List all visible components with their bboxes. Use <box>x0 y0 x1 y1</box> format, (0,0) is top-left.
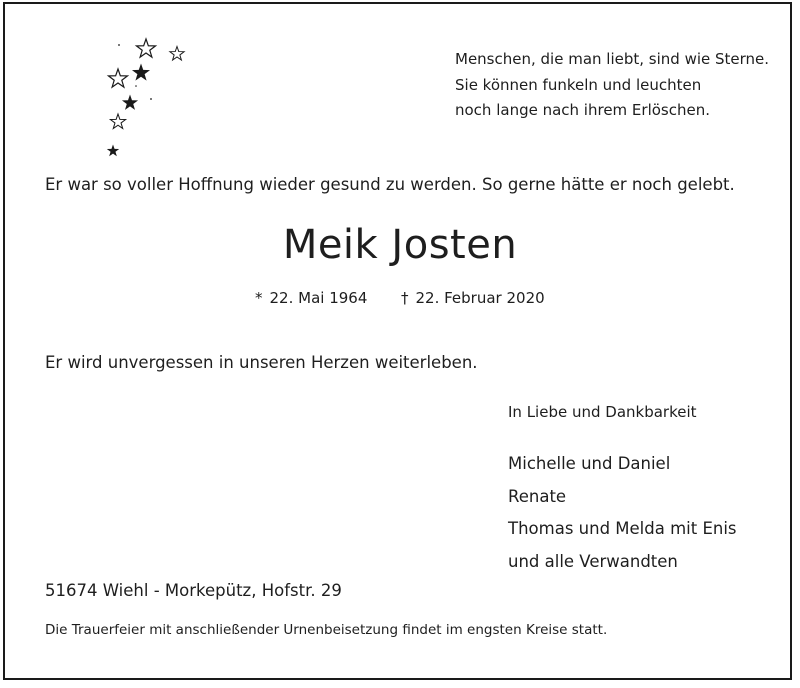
birth-symbol: * <box>255 289 263 307</box>
poem-line: noch lange nach ihrem Erlöschen. <box>455 101 710 119</box>
star-filled-icon <box>107 145 119 157</box>
lead-sentence: Er war so voller Hoffnung wieder gesund zu werden. So gerne hätte er noch gelebt. <box>45 175 735 194</box>
stars-cluster-icon <box>98 36 198 161</box>
gratitude-line: In Liebe und Dankbarkeit <box>508 403 697 421</box>
star-outline-icon <box>110 114 125 128</box>
death-date: 22. Februar 2020 <box>415 289 545 307</box>
birth-date: 22. Mai 1964 <box>269 289 368 307</box>
mourner-entry: und alle Verwandten <box>508 551 678 571</box>
mourners-list <box>508 448 737 578</box>
mourner-entry: Michelle und Daniel <box>508 454 671 473</box>
memory-sentence: Er wird unvergessen in unseren Herzen weiterleben. <box>45 353 478 372</box>
deceased-name: Meik Josten <box>282 222 518 268</box>
funeral-notice: Die Trauerfeier mit anschließender Urnenbeisetzung findet im engsten Kreise statt. <box>45 622 608 638</box>
mourner-entry: Renate <box>508 486 567 506</box>
star-outline-icon <box>136 39 155 57</box>
star-filled-icon <box>132 64 150 81</box>
poem <box>455 47 769 124</box>
birth-line <box>255 289 367 307</box>
death-line <box>401 289 545 307</box>
address: 51674 Wiehl - Morkepütz, Hofstr. 29 <box>45 581 342 600</box>
mourner-entry: Thomas und Melda mit Enis <box>508 519 737 538</box>
poem-line: Sie können funkeln und leuchten <box>455 75 702 94</box>
star-outline-icon <box>170 47 184 61</box>
poem-line: Menschen, die man liebt, sind wie Sterne. <box>455 50 770 68</box>
death-symbol: † <box>401 289 409 307</box>
star-filled-icon <box>122 95 138 110</box>
star-outline-icon <box>108 69 127 87</box>
